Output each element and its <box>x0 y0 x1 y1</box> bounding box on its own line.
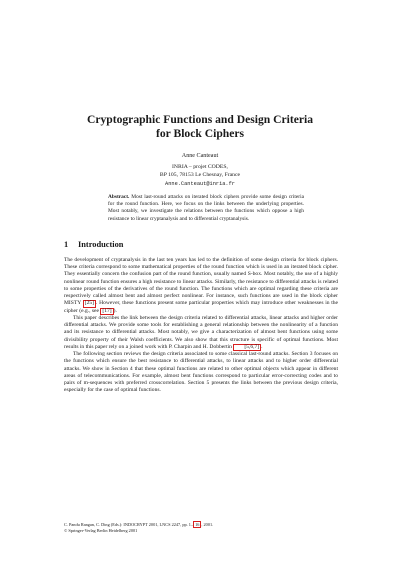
affiliation-line-2: BP 105, 78153 Le Chesnay, France <box>159 172 241 179</box>
body-text <box>64 257 338 394</box>
abstract <box>108 194 304 223</box>
author-name: Anne Canteaut <box>181 153 219 159</box>
paragraph-1-text-b: . However, these functions present some particular properties which may introduce other weaknesses in the cipher (e.g., see <box>64 300 338 314</box>
footnote <box>64 521 338 534</box>
author-email[interactable]: Anne.Canteaut@inria.fr <box>165 180 235 187</box>
footnote-text-b: , 2001. <box>201 522 214 527</box>
title-line-2: for Block Ciphers <box>155 127 245 140</box>
footnote-line-1 <box>64 521 338 528</box>
footnote-line-2: © Springer-Verlag Berlin Heidelberg 2001 <box>64 528 138 534</box>
page-link[interactable]: 16 <box>195 522 200 527</box>
paragraph-1 <box>64 257 338 315</box>
affiliation-line-1: INRIA – projet CODES, <box>172 164 228 170</box>
section-title: Introduction <box>78 240 124 249</box>
section-heading <box>64 240 344 250</box>
citation-link[interactable]: [5,6,7] <box>233 344 261 351</box>
paragraph-2-text-b: . <box>261 343 263 350</box>
paragraph-2-text-a: This paper describes the link between the design criteria related to differential attacks, linear attacks and higher order differential attacks. We provide some tools for establishing a general relationship between the nonlinearity of a function and its resistance to differential attacks. Most notably, we give a characterization of almost bent functions using some divisibility property of their Walsh coefficients. We also show that this structure is specific of optimal functions. Most results in this paper rely on a joined work with P. Charpin and H. Dobbertin <box>64 314 338 350</box>
title-line-1: Cryptographic Functions and Design Criteria <box>86 113 314 126</box>
citation-link[interactable]: [17] <box>102 307 112 314</box>
abstract-label: Abstract. <box>108 194 130 200</box>
paragraph-1-text-c: ). <box>113 307 117 314</box>
affiliation <box>60 163 340 188</box>
paragraph-2 <box>64 315 338 351</box>
citation-link[interactable]: [25] <box>84 300 94 307</box>
paragraph-1-text-a: The development of cryptanalysis in the last ten years has led to the definition of some design criteria for block ciphers. These criteria correspond to some mathematical properties of the round function which is used in an iterated block cipher. They essentially concern the confusion part of the round function, usually named S-box. Most notably, the use of a highly nonlinear round function ensures a high resistance to linear attacks. Similarly, the resistance to differential attacks is related to some properties of the derivatives of the round function. The functions which are optimal regarding these criteria are respectively called almost bent and almost perfect nonlinear. For instance, such functions are used in the block cipher MISTY <box>64 257 338 307</box>
section-number: 1 <box>64 240 69 249</box>
paper-title <box>60 113 340 141</box>
footnote-text-a: C. Pandu Rangan, C. Ding (Eds.): INDOCRYPT 2001, LNCS 2247, pp. 1– <box>64 522 194 527</box>
abstract-text: Most last-round attacks on iterated block ciphers provide some design criteria for the round function. Here, we focus on the links between the underlying properties. Most notably, we investigate the relations between the functions which oppose a high resistance to linear cryptanalysis and to differential cryptanalysis. <box>108 194 304 222</box>
paragraph-3: The following section reviews the design criteria associated to some classical last-round attacks. Section 3 focuses on the functions which ensure the best resistance to differential attacks, to linear attacks and to higher order differential attacks. We show in Section 4 that these optimal functions are related to other optimal objects which appear in different areas of telecommunications. For example, almost bent functions correspond to particular error-correcting codes and to pairs of m-sequences with preferred crosscorrelation. Section 5 presents the links between the previous design criteria, especially for the case of optimal functions. <box>64 351 338 394</box>
